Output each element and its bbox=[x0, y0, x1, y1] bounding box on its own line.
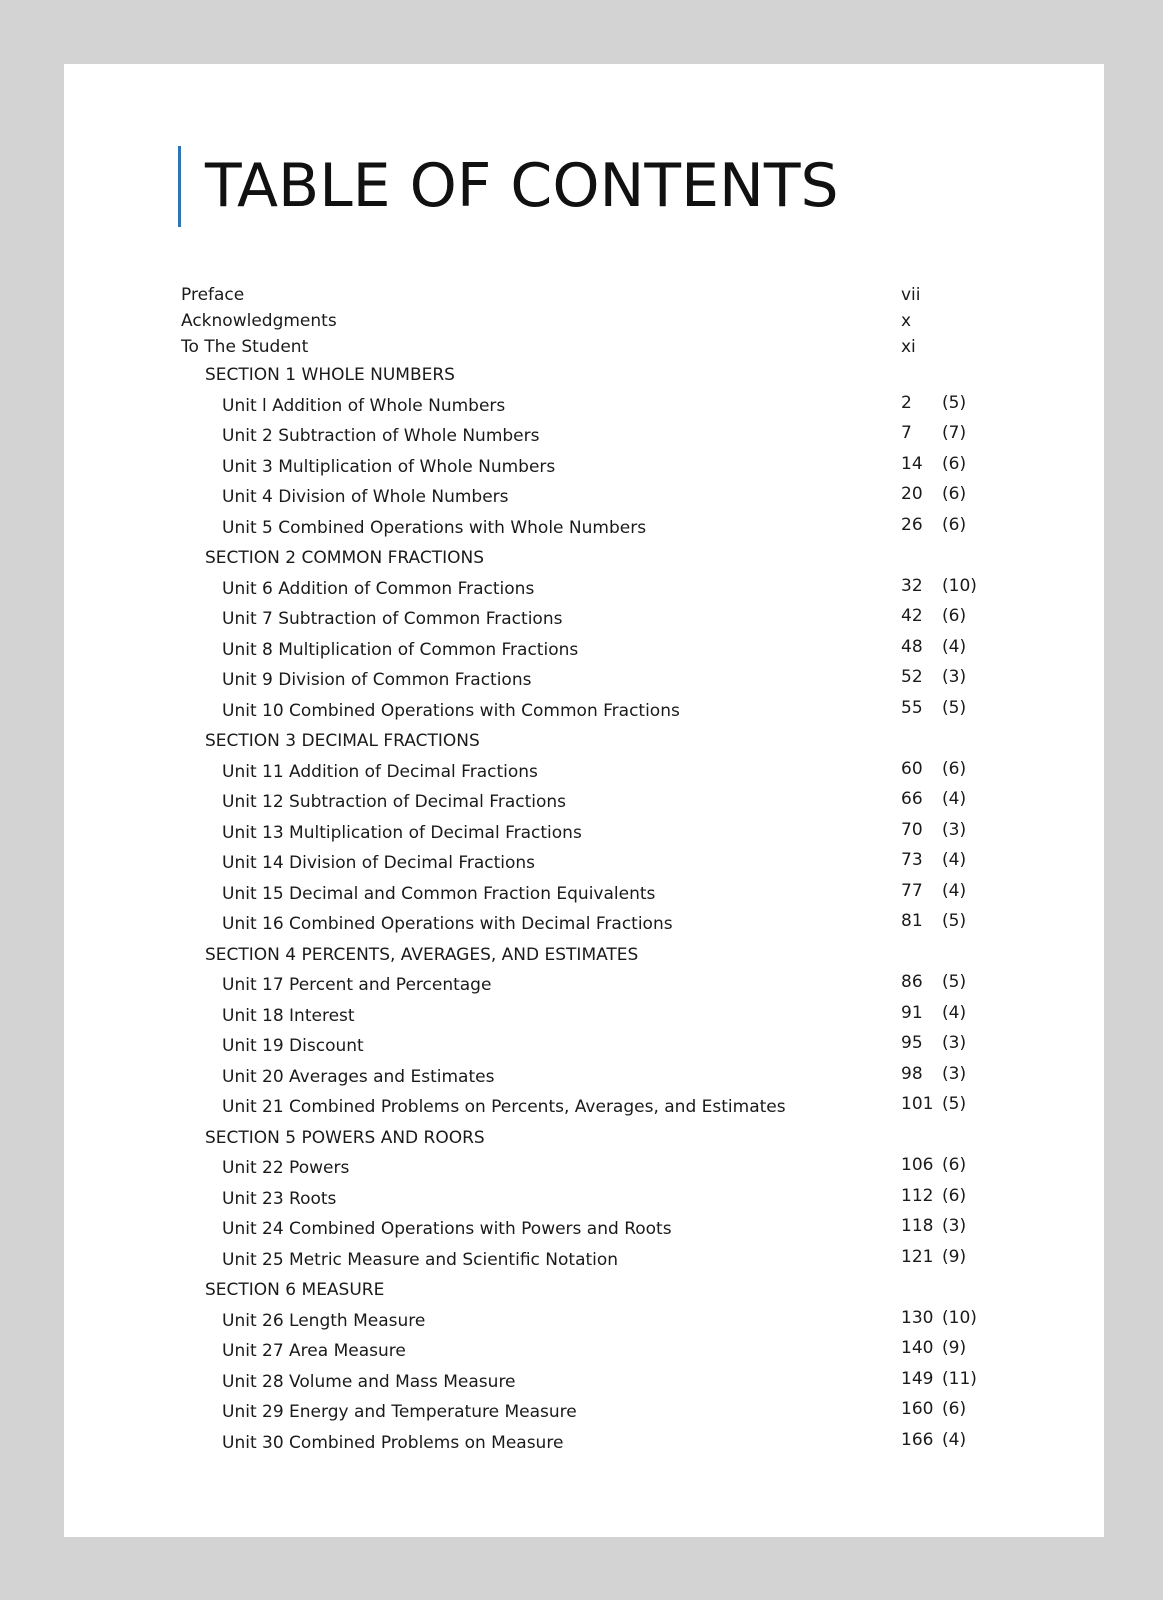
exercise-count: (6) bbox=[942, 453, 967, 474]
exercise-count: (10) bbox=[942, 1307, 977, 1328]
exercise-count: (3) bbox=[942, 667, 967, 687]
exercise-count: (3) bbox=[942, 1063, 967, 1084]
unit-title: Unit l Addition of Whole Numbers bbox=[222, 395, 506, 416]
page-number: 98 bbox=[901, 1063, 923, 1084]
unit-title: Unit 18 Interest bbox=[222, 1005, 355, 1026]
unit-title: Unit 16 Combined Operations with Decimal Fractions bbox=[222, 914, 673, 934]
exercise-count: (5) bbox=[942, 392, 967, 413]
page-number: 70 bbox=[901, 819, 923, 840]
page-number: 121 bbox=[901, 1246, 934, 1267]
page-title: TABLE OF CONTENTS bbox=[205, 151, 839, 221]
section-title: SECTION 2 COMMON FRACTIONS bbox=[205, 548, 484, 568]
exercise-count: (4) bbox=[942, 1002, 967, 1023]
section-title: SECTION 6 MEASURE bbox=[205, 1280, 385, 1300]
page-number: 101 bbox=[901, 1094, 934, 1114]
page-number: 7 bbox=[901, 423, 912, 443]
unit-title: Unit 23 Roots bbox=[222, 1188, 337, 1209]
exercise-count: (9) bbox=[942, 1338, 967, 1358]
unit-title: Unit 13 Multiplication of Decimal Fractions bbox=[222, 822, 582, 843]
exercise-count: (4) bbox=[942, 1429, 967, 1450]
exercise-count: (5) bbox=[942, 697, 967, 718]
page-number: vii bbox=[901, 285, 921, 305]
unit-title: Unit 9 Division of Common Fractions bbox=[222, 670, 532, 690]
unit-title: Unit 26 Length Measure bbox=[222, 1310, 426, 1331]
page-number: 130 bbox=[901, 1307, 934, 1328]
page-number: 149 bbox=[901, 1368, 934, 1389]
unit-title: Unit 15 Decimal and Common Fraction Equivalents bbox=[222, 883, 656, 904]
exercise-count: (5) bbox=[942, 911, 967, 931]
exercise-count: (6) bbox=[942, 1155, 967, 1175]
page-number: 77 bbox=[901, 880, 923, 901]
exercise-count: (6) bbox=[942, 484, 967, 504]
page-number: 112 bbox=[901, 1185, 934, 1206]
unit-title: Unit 2 Subtraction of Whole Numbers bbox=[222, 426, 540, 446]
exercise-count: (6) bbox=[942, 758, 967, 779]
entry-title: Preface bbox=[181, 285, 245, 305]
unit-title: Unit 19 Discount bbox=[222, 1036, 364, 1056]
exercise-count: (4) bbox=[942, 636, 967, 657]
page-number: 166 bbox=[901, 1429, 934, 1450]
page-number: 42 bbox=[901, 606, 923, 626]
page-number: 48 bbox=[901, 636, 923, 657]
unit-title: Unit 24 Combined Operations with Powers and Roots bbox=[222, 1219, 672, 1239]
exercise-count: (3) bbox=[942, 819, 967, 840]
page-number: 73 bbox=[901, 850, 923, 870]
unit-title: Unit 6 Addition of Common Fractions bbox=[222, 578, 535, 599]
page-number: 118 bbox=[901, 1216, 934, 1236]
page-number: xi bbox=[901, 337, 916, 357]
page-number: 2 bbox=[901, 392, 912, 413]
document-page bbox=[64, 64, 1104, 1537]
exercise-count: (9) bbox=[942, 1246, 967, 1267]
exercise-count: (6) bbox=[942, 514, 967, 535]
exercise-count: (6) bbox=[942, 606, 967, 626]
unit-title: Unit 22 Powers bbox=[222, 1158, 350, 1178]
exercise-count: (10) bbox=[942, 575, 977, 596]
exercise-count: (3) bbox=[942, 1033, 967, 1053]
unit-title: Unit 30 Combined Problems on Measure bbox=[222, 1432, 564, 1453]
table-of-contents bbox=[64, 64, 1104, 1479]
toc-clip bbox=[64, 64, 1104, 1479]
exercise-count: (5) bbox=[942, 1094, 967, 1114]
unit-title: Unit 21 Combined Problems on Percents, Averages, and Estimates bbox=[222, 1097, 786, 1117]
unit-title: Unit 3 Multiplication of Whole Numbers bbox=[222, 456, 556, 477]
page-number: x bbox=[901, 311, 912, 331]
exercise-count: (4) bbox=[942, 789, 967, 809]
page-number: 66 bbox=[901, 789, 923, 809]
unit-title: Unit 27 Area Measure bbox=[222, 1341, 406, 1361]
section-title: SECTION 4 PERCENTS, AVERAGES, AND ESTIMATES bbox=[205, 944, 639, 965]
section-title: SECTION 3 DECIMAL FRACTIONS bbox=[205, 731, 480, 751]
exercise-count: (5) bbox=[942, 972, 967, 992]
entry-title: To The Student bbox=[181, 337, 309, 357]
page-number: 91 bbox=[901, 1002, 923, 1023]
page-number: 95 bbox=[901, 1033, 923, 1053]
page-number: 60 bbox=[901, 758, 923, 779]
exercise-count: (7) bbox=[942, 423, 967, 443]
unit-title: Unit 10 Combined Operations with Common Fractions bbox=[222, 700, 680, 721]
exercise-count: (4) bbox=[942, 880, 967, 901]
exercise-count: (6) bbox=[942, 1399, 967, 1419]
exercise-count: (11) bbox=[942, 1368, 977, 1389]
unit-title: Unit 17 Percent and Percentage bbox=[222, 975, 492, 995]
unit-title: Unit 5 Combined Operations with Whole Numbers bbox=[222, 517, 647, 538]
section-title: SECTION 1 WHOLE NUMBERS bbox=[205, 365, 455, 385]
page-number: 14 bbox=[901, 453, 923, 474]
unit-title: Unit 28 Volume and Mass Measure bbox=[222, 1371, 516, 1392]
unit-title: Unit 29 Energy and Temperature Measure bbox=[222, 1402, 577, 1422]
section-title: SECTION 5 POWERS AND ROORS bbox=[205, 1127, 485, 1148]
page-number: 52 bbox=[901, 667, 923, 687]
unit-title: Unit 14 Division of Decimal Fractions bbox=[222, 853, 536, 873]
unit-title: Unit 20 Averages and Estimates bbox=[222, 1066, 495, 1087]
unit-title: Unit 25 Metric Measure and Scientific Notation bbox=[222, 1249, 619, 1270]
exercise-count: (6) bbox=[942, 1185, 967, 1206]
unit-title: Unit 11 Addition of Decimal Fractions bbox=[222, 761, 538, 782]
entry-title: Acknowledgments bbox=[181, 311, 337, 331]
exercise-count: (3) bbox=[942, 1216, 967, 1236]
page-number: 86 bbox=[901, 972, 923, 992]
unit-title: Unit 4 Division of Whole Numbers bbox=[222, 487, 509, 507]
unit-title: Unit 8 Multiplication of Common Fractions bbox=[222, 639, 579, 660]
page-number: 140 bbox=[901, 1338, 934, 1358]
page-number: 32 bbox=[901, 575, 923, 596]
page-number: 20 bbox=[901, 484, 923, 504]
page-number: 106 bbox=[901, 1155, 934, 1175]
page-number: 26 bbox=[901, 514, 923, 535]
unit-title: Unit 12 Subtraction of Decimal Fractions bbox=[222, 792, 567, 812]
page-number: 55 bbox=[901, 697, 923, 718]
page-number: 160 bbox=[901, 1399, 934, 1419]
unit-title: Unit 7 Subtraction of Common Fractions bbox=[222, 609, 563, 629]
page-number: 81 bbox=[901, 911, 923, 931]
exercise-count: (4) bbox=[942, 850, 967, 870]
